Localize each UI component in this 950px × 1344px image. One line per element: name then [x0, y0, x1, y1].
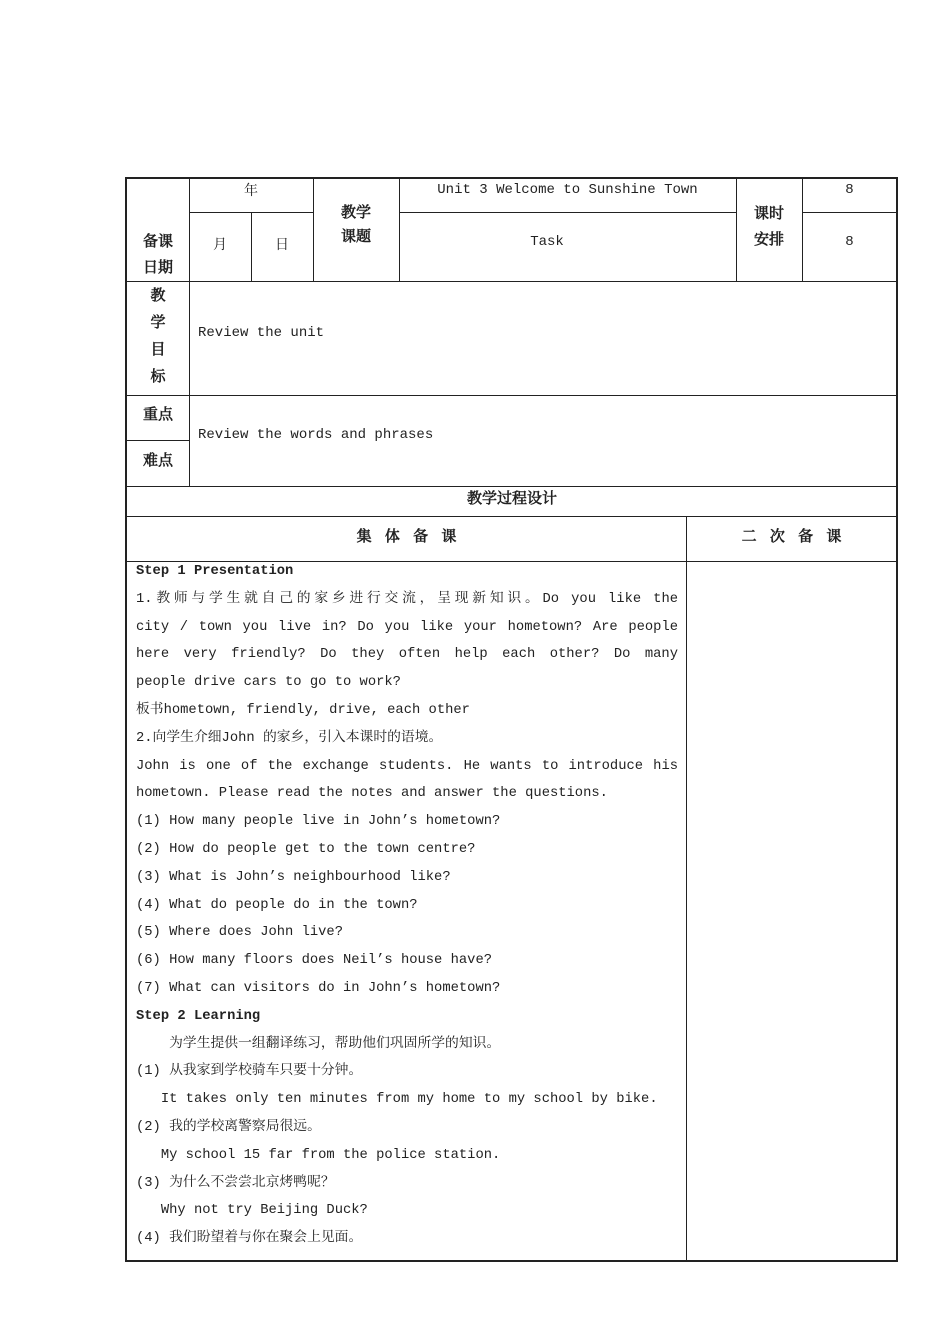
- period-label: 课时安排: [753, 204, 784, 248]
- month-field: 月: [213, 237, 227, 253]
- year-field: 年: [244, 183, 258, 199]
- content-line: (4) 我们盼望着与你在聚会上见面。: [136, 1231, 363, 1247]
- content-line: 板书hometown, friendly, drive, each other: [136, 703, 470, 718]
- content-line: here very friendly? Do they often help each other? Do many: [136, 647, 678, 663]
- objectives-label-char: 标: [150, 367, 166, 385]
- content-line: (3) 为什么不尝尝北京烤鸭呢？: [136, 1175, 335, 1191]
- content-line: 1.教师与学生就自己的家乡进行交流，呈现新知识。Do you like the: [136, 591, 678, 607]
- content-line: (6) How many floors does Neil’s house have?: [136, 953, 493, 969]
- key-points-text: Review the words and phrases: [198, 427, 434, 443]
- objectives-label-char: 目: [150, 340, 166, 358]
- second-prep-header: 二 次 备 课: [741, 527, 842, 545]
- content-line: (3) What is John’s neighbourhood like?: [136, 869, 451, 885]
- content-line: My school 15 far from the police station.: [136, 1147, 501, 1163]
- topic-label: 教学课题: [340, 203, 371, 245]
- content-line: Step 2 Learning: [136, 1008, 261, 1024]
- content-line: (1) 从我家到学校骑车只要十分钟。: [136, 1064, 363, 1080]
- content-line: Why not try Beijing Duck?: [136, 1203, 368, 1219]
- key-points-label: 重点: [142, 405, 173, 423]
- period-value-bottom: 8: [845, 234, 854, 250]
- process-title: 教学过程设计: [466, 489, 557, 507]
- content-line: (2) 我的学校离警察局很远。: [136, 1120, 321, 1135]
- content-line: (1) How many people live in John’s hometown?: [136, 814, 501, 830]
- content-line: Step 1 Presentation: [136, 564, 294, 579]
- content-line: (5) Where does John live?: [136, 925, 343, 941]
- difficult-points-label: 难点: [142, 451, 173, 469]
- content-line: people drive cars to go to work?: [136, 675, 401, 691]
- content-line: 为学生提供一组翻译练习，帮助他们巩固所学的知识。: [136, 1036, 501, 1052]
- day-field: 日: [275, 237, 289, 253]
- period-value-top: 8: [845, 182, 854, 198]
- objectives-label-char: 教: [150, 286, 166, 304]
- date-label: 备课日期: [142, 232, 173, 276]
- objectives-label-char: 学: [150, 313, 166, 331]
- objectives-text: Review the unit: [198, 325, 325, 341]
- content-line: (7) What can visitors do in John’s hometown?: [136, 981, 501, 996]
- content-line: hometown. Please read the notes and answer the questions.: [136, 786, 608, 802]
- lesson-name: Task: [530, 234, 564, 250]
- content-line: (4) What do people do in the town?: [136, 897, 418, 913]
- content-line: It takes only ten minutes from my home to my school by bike.: [136, 1092, 658, 1108]
- unit-title: Unit 3 Welcome to Sunshine Town: [437, 182, 698, 198]
- content-line: 2.向学生介细John 的家乡，引入本课时的语境。: [136, 730, 443, 746]
- content-line: city / town you live in? Do you like your hometown? Are people: [136, 619, 678, 635]
- content-line: (2) How do people get to the town centre?: [136, 842, 476, 857]
- collective-prep-header: 集 体 备 课: [356, 527, 457, 545]
- content-line: John is one of the exchange students. He wants to introduce his: [136, 758, 678, 774]
- objectives-label: [127, 282, 189, 390]
